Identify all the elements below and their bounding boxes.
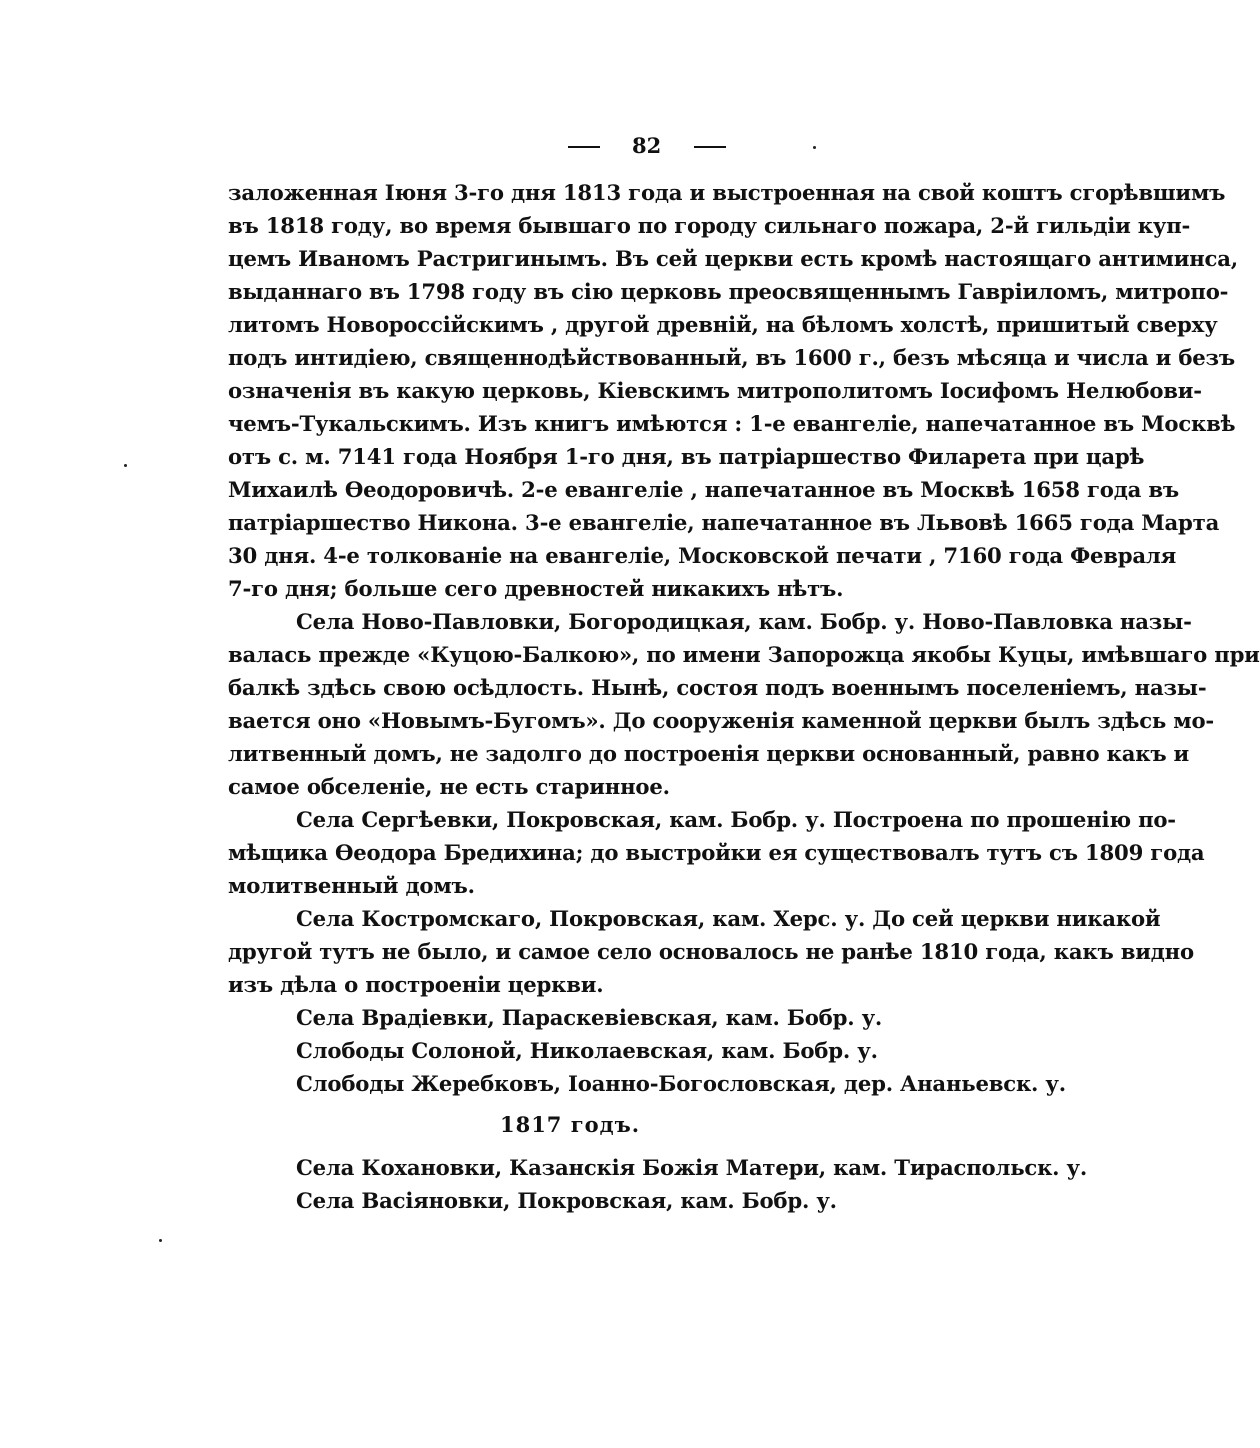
text-line: чемъ-Тукальскимъ. Изъ книгъ имѣются : 1-е евангеліе, напечатанное въ Москвѣ xyxy=(228,411,1236,436)
text-line: вается оно «Новымъ-Бугомъ». До сооруженія каменной церкви былъ здѣсь мо- xyxy=(228,708,1215,733)
text-line: другой тутъ не было, и самое село основалось не ранѣе 1810 года, какъ видно xyxy=(228,939,1194,964)
text-line: валась прежде «Куцою-Балкою», по имени Запорожца якобы Куцы, имѣвшаго при xyxy=(228,642,1260,667)
text-line: 7-го дня; больше сего древностей никакихъ нѣтъ. xyxy=(228,576,844,601)
church-entry: Села Врадіевки, Параскевіевская, кам. Бобр. у. xyxy=(296,1005,883,1030)
text-line: изъ дѣла о построеніи церкви. xyxy=(228,972,604,997)
paragraph-first-line: Села Костромскаго, Покровская, кам. Херс. у. До сей церкви никакой xyxy=(296,906,1161,931)
text-line: заложенная Іюня 3-го дня 1813 года и выстроенная на свой коштъ сгорѣвшимъ xyxy=(228,180,1226,205)
header-dash-right xyxy=(694,146,726,148)
church-entry: Слободы Жеребковъ, Іоанно-Богословская, дер. Ананьевск. у. xyxy=(296,1071,1066,1096)
header-dot-mark xyxy=(813,146,816,149)
text-line: означенія въ какую церковь, Кіевскимъ митрополитомъ Іосифомъ Нелюбови- xyxy=(228,378,1202,403)
text-line: подъ интидіею, священнодѣйствованный, въ 1600 г., безъ мѣсяца и числа и безъ xyxy=(228,345,1235,370)
paragraph-first-line: Села Ново-Павловки, Богородицкая, кам. Бобр. у. Ново-Павловка назы- xyxy=(296,609,1192,634)
text-line: Михаилѣ Ѳеодоровичѣ. 2-е евангеліе , напечатанное въ Москвѣ 1658 года въ xyxy=(228,477,1179,502)
church-entry: Слободы Солоной, Николаевская, кам. Бобр. у. xyxy=(296,1038,878,1063)
page-header xyxy=(0,134,1140,158)
text-line: балкѣ здѣсь свою осѣдлость. Нынѣ, состоя подъ военнымъ поселеніемъ, назы- xyxy=(228,675,1207,700)
text-line: патріаршество Никона. 3-е евангеліе, напечатанное въ Львовѣ 1665 года Марта xyxy=(228,510,1220,535)
text-line: молитвенный домъ. xyxy=(228,873,475,898)
header-dash-left xyxy=(568,146,600,148)
text-line: цемъ Иваномъ Растригинымъ. Въ сей церкви есть кромѣ настоящаго антиминса, xyxy=(228,246,1238,271)
church-entry: Села Васіяновки, Покровская, кам. Бобр. у. xyxy=(296,1188,837,1213)
text-line: самое обселеніе, не есть старинное. xyxy=(228,774,670,799)
church-entry: Села Кохановки, Казанскія Божія Матери, кам. Тираспольск. у. xyxy=(296,1155,1088,1180)
page-number: 82 xyxy=(632,133,662,158)
text-line: въ 1818 году, во время бывшаго по городу сильнаго пожара, 2-й гильдіи куп- xyxy=(228,213,1191,238)
text-line: литвенный домъ, не задолго до построенія церкви основанный, равно какъ и xyxy=(228,741,1190,766)
text-line: литомъ Новороссійскимъ , другой древній, на бѣломъ холстѣ, пришитый сверху xyxy=(228,312,1218,337)
text-line: мѣщика Ѳеодора Бредихина; до выстройки ея существовалъ тутъ съ 1809 года xyxy=(228,840,1205,865)
paragraph-first-line: Села Сергѣевки, Покровская, кам. Бобр. у. Построена по прошенію по- xyxy=(296,807,1176,832)
text-line: выданнаго въ 1798 году въ сію церковь преосвященнымъ Гавріиломъ, митропо- xyxy=(228,279,1229,304)
text-line: 30 дня. 4-е толкованіе на евангеліе, Московской печати , 7160 года Февраля xyxy=(228,543,1177,568)
margin-dot-mark xyxy=(159,1239,162,1242)
year-heading: 1817 годъ. xyxy=(499,1112,641,1137)
margin-dot-mark xyxy=(124,464,127,467)
text-line: отъ с. м. 7141 года Ноября 1-го дня, въ патріаршество Филарета при царѣ xyxy=(228,444,1145,469)
